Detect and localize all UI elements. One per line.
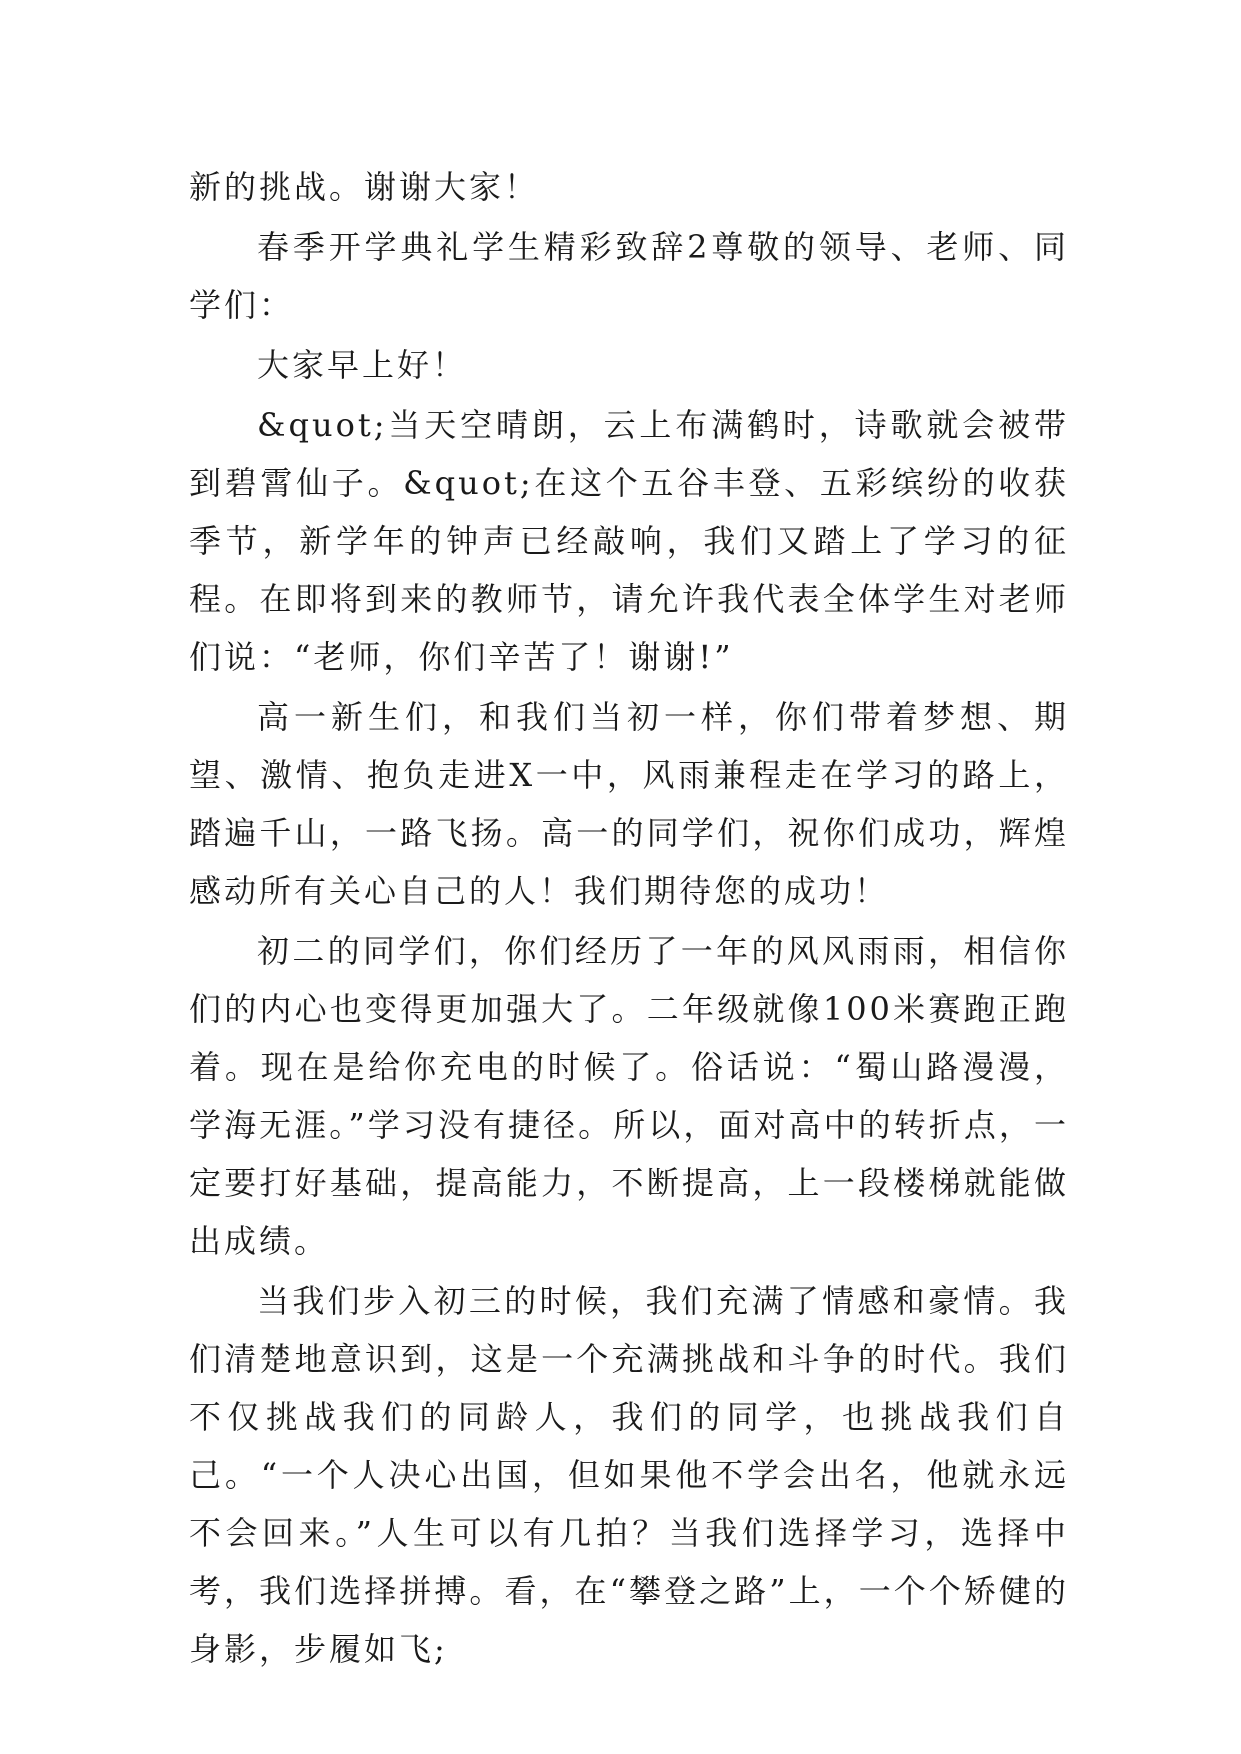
paragraph-2: 春季开学典礼学生精彩致辞2尊敬的领导、老师、同学们： [189,228,1069,324]
paragraph-6: 初二的同学们，你们经历了一年的风风雨雨，相信你们的内心也变得更加强大了。二年级就像100米赛跑正跑着。现在是给你充电的时候了。俗话说：“蜀山路漫漫，学海无涯。”学习没有捷径。所以，面对高中的转折点，一定要打好基础，提高能力，不断提高，上一段楼梯就能做出成绩。 [189,932,1069,1260]
paragraph-3: 大家早上好！ [257,346,468,384]
document-body [189,158,1069,1680]
paragraph-5: 高一新生们，和我们当初一样，你们带着梦想、期望、激情、抱负走进X一中，风雨兼程走在学习的路上，踏遍千山，一路飞扬。高一的同学们，祝你们成功，辉煌感动所有关心自己的人！我们期待您的成功！ [189,698,1069,910]
paragraph-4: &quot;当天空晴朗，云上布满鹤时，诗歌就会被带到碧霄仙子。&quot;在这个五谷丰登、五彩缤纷的收获季节，新学年的钟声已经敲响，我们又踏上了学习的征程。在即将到来的教师节，请允许我代表全体学生对老师们说：“老师，你们辛苦了！谢谢!” [189,406,1069,676]
paragraph-1: 新的挑战。谢谢大家！ [189,168,540,206]
paragraph-7: 当我们步入初三的时候，我们充满了情感和豪情。我们清楚地意识到，这是一个充满挑战和斗争的时代。我们不仅挑战我们的同龄人，我们的同学，也挑战我们自己。“一个人决心出国，但如果他不学会出名，他就永远不会回来。”人生可以有几拍？当我们选择学习，选择中考，我们选择拼搏。看，在“攀登之路”上，一个个矫健的身影，步履如飞; [189,1282,1069,1668]
